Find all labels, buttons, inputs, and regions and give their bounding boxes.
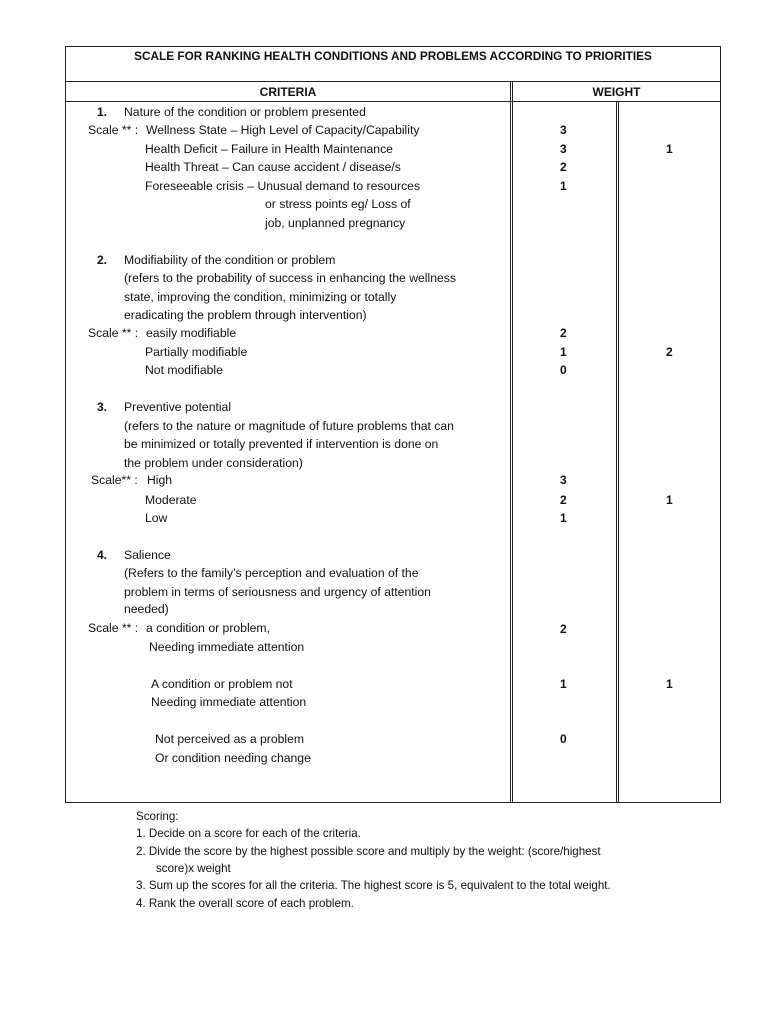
table-border-right (720, 46, 721, 803)
criterion-1-score-3: 2 (560, 160, 567, 174)
criterion-1-scale-label: Scale ** : (88, 123, 139, 137)
scoring-step-3: 3. Sum up the scores for all the criteria. The highest score is 5, equivalent to the total weight. (136, 879, 611, 892)
criterion-2-desc-2: state, improving the condition, minimizing or totally (124, 290, 397, 304)
criterion-4-option-1-cont: Needing immediate attention (149, 640, 305, 654)
criterion-1-number: 1. (97, 105, 108, 119)
criterion-3-weight: 1 (666, 493, 673, 507)
title-divider (65, 81, 721, 82)
criterion-2-weight: 2 (666, 345, 673, 359)
criterion-1-score-1: 3 (560, 123, 567, 137)
table-border-bottom (65, 802, 721, 803)
criterion-1-option-1: Wellness State – High Level of Capacity/Capability (146, 123, 420, 137)
criterion-4-option-3: Not perceived as a problem (155, 732, 305, 746)
criterion-3-score-1: 3 (560, 473, 567, 487)
criterion-4-score-2: 1 (560, 677, 567, 691)
table-title: SCALE FOR RANKING HEALTH CONDITIONS AND PROBLEMS ACCORDING TO PRIORITIES (134, 49, 652, 63)
criterion-1-score-4: 1 (560, 179, 567, 193)
column-divider-inner-a (616, 101, 617, 803)
criterion-2-score-1: 2 (560, 326, 567, 340)
criterion-1-option-3: Health Threat – Can cause accident / disease/s (145, 160, 401, 174)
criterion-4-title: Salience (124, 548, 171, 562)
criterion-3-number: 3. (97, 400, 108, 414)
criterion-4-desc-3: needed) (124, 602, 169, 616)
criterion-1-score-2: 3 (560, 142, 567, 156)
table-border-top (65, 46, 721, 47)
criterion-1-option-4-cont2: job, unplanned pregnancy (265, 216, 406, 230)
criterion-2-score-3: 0 (560, 363, 567, 377)
scoring-step-4: 4. Rank the overall score of each problem. (136, 897, 354, 910)
scoring-step-2: 2. Divide the score by the highest possible score and multiply by the weight: (score/highest (136, 845, 601, 858)
criterion-3-desc-1: (refers to the nature or magnitude of future problems that can (124, 419, 454, 433)
criterion-4-desc-1: (Refers to the family’s perception and evaluation of the (124, 566, 419, 580)
criterion-1-option-4: Foreseeable crisis – Unusual demand to resources (145, 179, 421, 193)
criterion-4-scale-label: Scale ** : (88, 621, 139, 635)
criterion-3-title: Preventive potential (124, 400, 232, 414)
scoring-title: Scoring: (136, 810, 179, 823)
criterion-2-number: 2. (97, 253, 108, 267)
criterion-3-score-2: 2 (560, 493, 567, 507)
scoring-step-1: 1. Decide on a score for each of the criteria. (136, 827, 361, 840)
column-divider-weight-a (510, 81, 511, 803)
criterion-4-option-1: a condition or problem, (146, 621, 270, 635)
criterion-4-option-2: A condition or problem not (151, 677, 293, 691)
criterion-4-score-3: 0 (560, 732, 567, 746)
column-divider-inner-b (618, 101, 619, 803)
criterion-4-option-3-cont: Or condition needing change (155, 751, 311, 765)
criterion-3-scale-label: Scale** : (91, 473, 138, 487)
criterion-2-option-2: Partially modifiable (145, 345, 248, 359)
criterion-3-score-3: 1 (560, 511, 567, 525)
criterion-2-option-3: Not modifiable (145, 363, 223, 377)
scoring-step-2-cont: score)x weight (156, 862, 231, 875)
criterion-1-option-4-cont: or stress points eg/ Loss of (265, 197, 411, 211)
criterion-2-score-2: 1 (560, 345, 567, 359)
table-border-left (65, 46, 66, 803)
criteria-header: CRITERIA (259, 85, 317, 99)
criterion-4-desc-2: problem in terms of seriousness and urgency of attention (124, 585, 431, 599)
criterion-2-desc-3: eradicating the problem through intervention) (124, 308, 367, 322)
column-divider-weight-b (512, 81, 513, 803)
criterion-3-desc-3: the problem under consideration) (124, 456, 303, 470)
criterion-2-title: Modifiability of the condition or problem (124, 253, 336, 267)
criterion-2-option-1: easily modifiable (146, 326, 237, 340)
criterion-3-option-2: Moderate (145, 493, 197, 507)
criterion-4-weight: 1 (666, 677, 673, 691)
criterion-1-title: Nature of the condition or problem presented (124, 105, 366, 119)
criterion-1-weight: 1 (666, 142, 673, 156)
criterion-4-score-1: 2 (560, 622, 567, 636)
criterion-1-option-2: Health Deficit – Failure in Health Maintenance (145, 142, 393, 156)
criterion-3-option-3: Low (145, 511, 168, 525)
criterion-3-option-1: High (147, 473, 173, 487)
criterion-2-desc-1: (refers to the probability of success in enhancing the wellness (124, 271, 456, 285)
criterion-2-scale-label: Scale ** : (88, 326, 139, 340)
criterion-4-option-2-cont: Needing immediate attention (151, 695, 307, 709)
criterion-4-number: 4. (97, 548, 108, 562)
criterion-3-desc-2: be minimized or totally prevented if intervention is done on (124, 437, 439, 451)
weight-header: WEIGHT (592, 85, 641, 99)
header-divider (65, 101, 721, 102)
